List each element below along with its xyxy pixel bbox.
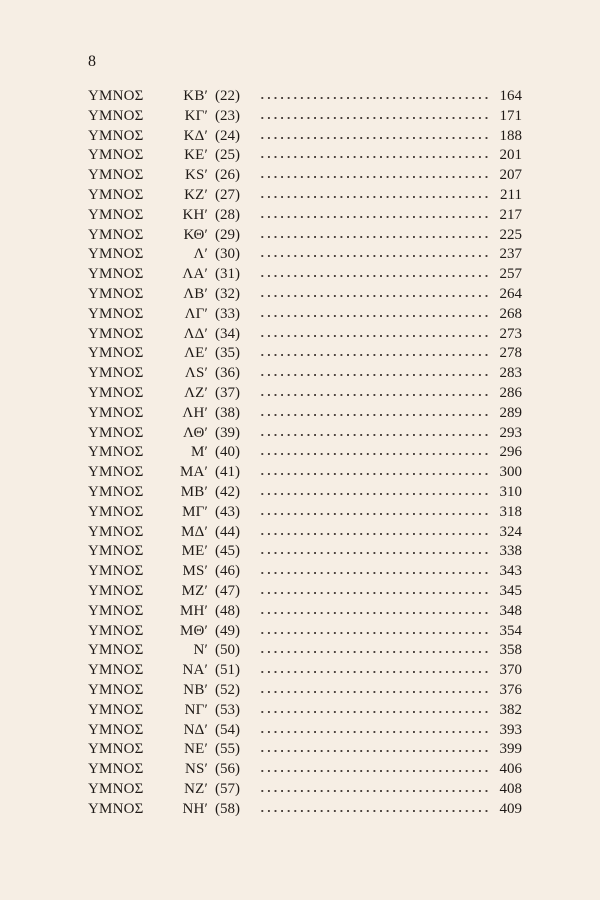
arabic-number: (36) [215,365,240,382]
greek-numeral: ΛΔ′ [183,325,208,342]
hymn-word: ΥΜΝΟΣ [88,404,144,421]
page-reference: 289 [499,404,522,421]
toc-row [88,245,522,265]
page-reference: 293 [499,424,522,441]
hymn-word: ΥΜΝΟΣ [88,464,144,481]
page-reference: 171 [499,107,522,124]
arabic-number: (52) [215,681,240,698]
arabic-number: (51) [215,662,240,679]
hymn-word: ΥΜΝΟΣ [88,483,144,500]
greek-numeral: ΛΑ′ [182,266,208,283]
hymn-word: ΥΜΝΟΣ [88,266,144,283]
toc-row [88,641,522,661]
arabic-number: (29) [215,226,240,243]
page-reference: 237 [499,246,522,263]
hymn-word: ΥΜΝΟΣ [88,325,144,342]
dot-leader [259,583,488,595]
hymn-word: ΥΜΝΟΣ [88,88,144,104]
toc-row [88,404,522,424]
greek-numeral: ΚΕ′ [184,147,208,164]
page-reference: 188 [499,127,522,144]
hymn-word: ΥΜΝΟΣ [88,246,144,263]
arabic-number: (56) [215,761,240,778]
toc-row [88,127,522,147]
arabic-number: (28) [215,206,240,223]
page-reference: 283 [499,365,522,382]
arabic-number: (33) [215,305,240,322]
dot-leader [259,682,488,694]
arabic-number: (40) [215,444,240,461]
arabic-number: (58) [215,800,240,817]
toc-row [88,780,522,800]
arabic-number: (45) [215,543,240,560]
hymn-word: ΥΜΝΟΣ [88,602,144,619]
hymn-word: ΥΜΝΟΣ [88,622,144,639]
page-reference: 164 [499,88,522,104]
toc-row [88,344,522,364]
dot-leader [259,108,488,120]
page-reference: 343 [499,563,522,580]
greek-numeral: ΛΖ′ [184,384,208,401]
hymn-word: ΥΜΝΟΣ [88,800,144,817]
toc-row [88,364,522,384]
toc-row [88,146,522,166]
dot-leader [259,444,488,456]
greek-numeral: ΜS′ [182,563,208,580]
greek-numeral: ΜΗ′ [179,602,208,619]
toc-row [88,305,522,325]
page-reference: 348 [499,602,522,619]
toc-row [88,760,522,780]
greek-numeral: ΝΗ′ [182,800,208,817]
dot-leader [259,266,488,278]
dot-leader [259,603,488,615]
dot-leader [259,405,488,417]
hymn-word: ΥΜΝΟΣ [88,741,144,758]
toc-row [88,740,522,760]
hymn-word: ΥΜΝΟΣ [88,285,144,302]
arabic-number: (38) [215,404,240,421]
toc-row [88,661,522,681]
greek-numeral: ΚΔ′ [183,127,208,144]
arabic-number: (47) [215,582,240,599]
dot-leader [259,128,488,140]
greek-numeral: ΝΔ′ [183,721,208,738]
toc-row [88,602,522,622]
arabic-number: (27) [215,186,240,203]
arabic-number: (54) [215,721,240,738]
greek-numeral: ΚS′ [184,167,208,184]
page-reference: 268 [499,305,522,322]
dot-leader [259,623,488,635]
greek-numeral: Ν′ [193,642,208,659]
arabic-number: (34) [215,325,240,342]
toc-row [88,265,522,285]
dot-leader [259,227,488,239]
arabic-number: (49) [215,622,240,639]
greek-numeral: ΜΕ′ [181,543,208,560]
greek-numeral: Λ′ [193,246,208,263]
toc-row [88,582,522,602]
dot-leader [259,147,488,159]
dot-leader [259,306,488,318]
dot-leader [259,167,488,179]
toc-row [88,384,522,404]
toc-row [88,681,522,701]
dot-leader [259,761,488,773]
greek-numeral: ΚΒ′ [183,88,208,104]
dot-leader [259,484,488,496]
toc-row [88,463,522,483]
table-of-contents [88,87,522,819]
hymn-word: ΥΜΝΟΣ [88,701,144,718]
page-reference: 370 [499,662,522,679]
arabic-number: (23) [215,107,240,124]
page-reference: 273 [499,325,522,342]
toc-row [88,226,522,246]
page-reference: 409 [499,800,522,817]
toc-row [88,503,522,523]
greek-numeral: ΝΖ′ [184,780,208,797]
dot-leader [259,741,488,753]
page-reference: 257 [499,266,522,283]
greek-numeral: ΛS′ [184,365,208,382]
page-reference: 399 [499,741,522,758]
greek-numeral: ΚΖ′ [184,186,208,203]
hymn-word: ΥΜΝΟΣ [88,167,144,184]
hymn-word: ΥΜΝΟΣ [88,721,144,738]
arabic-number: (48) [215,602,240,619]
greek-numeral: ΜΘ′ [179,622,208,639]
toc-row [88,562,522,582]
hymn-word: ΥΜΝΟΣ [88,503,144,520]
toc-row [88,206,522,226]
toc-row [88,701,522,721]
arabic-number: (44) [215,523,240,540]
hymn-word: ΥΜΝΟΣ [88,563,144,580]
hymn-word: ΥΜΝΟΣ [88,305,144,322]
dot-leader [259,563,488,575]
greek-numeral: ΜΔ′ [181,523,208,540]
dot-leader [259,781,488,793]
arabic-number: (42) [215,483,240,500]
toc-row [88,186,522,206]
page-reference: 310 [499,483,522,500]
dot-leader [259,385,488,397]
hymn-word: ΥΜΝΟΣ [88,147,144,164]
page-reference: 201 [499,147,522,164]
toc-row [88,166,522,186]
dot-leader [259,365,488,377]
arabic-number: (31) [215,266,240,283]
toc-row [88,542,522,562]
page-reference: 376 [499,681,522,698]
arabic-number: (22) [215,88,240,104]
arabic-number: (39) [215,424,240,441]
hymn-word: ΥΜΝΟΣ [88,226,144,243]
greek-numeral: Μ′ [190,444,208,461]
toc-row [88,443,522,463]
greek-numeral: ΚΗ′ [182,206,208,223]
toc-row [88,107,522,127]
page-reference: 318 [499,503,522,520]
page-reference: 300 [499,464,522,481]
toc-row [88,285,522,305]
hymn-word: ΥΜΝΟΣ [88,523,144,540]
hymn-word: ΥΜΝΟΣ [88,444,144,461]
dot-leader [259,425,488,437]
greek-numeral: ΜΖ′ [181,582,208,599]
page-reference: 278 [499,345,522,362]
greek-numeral: ΜΓ′ [182,503,208,520]
toc-row [88,483,522,503]
hymn-word: ΥΜΝΟΣ [88,582,144,599]
toc-row [88,424,522,444]
dot-leader [259,246,488,258]
greek-numeral: ΛΘ′ [183,424,208,441]
hymn-word: ΥΜΝΟΣ [88,384,144,401]
arabic-number: (37) [215,384,240,401]
hymn-word: ΥΜΝΟΣ [88,642,144,659]
dot-leader [259,702,488,714]
page-reference: 358 [499,642,522,659]
arabic-number: (32) [215,285,240,302]
toc-row [88,622,522,642]
dot-leader [259,662,488,674]
dot-leader [259,187,488,199]
dot-leader [259,543,488,555]
dot-leader [259,504,488,516]
page-reference: 345 [499,582,522,599]
hymn-word: ΥΜΝΟΣ [88,681,144,698]
arabic-number: (25) [215,147,240,164]
hymn-word: ΥΜΝΟΣ [88,206,144,223]
page-reference: 393 [499,721,522,738]
greek-numeral: ΛΒ′ [183,285,208,302]
hymn-word: ΥΜΝΟΣ [88,107,144,124]
page-reference: 225 [499,226,522,243]
dot-leader [259,801,488,813]
greek-numeral: ΝS′ [184,761,208,778]
greek-numeral: ΝΑ′ [182,662,208,679]
page-reference: 406 [499,761,522,778]
page-reference: 217 [499,206,522,223]
greek-numeral: ΝΓ′ [184,701,208,718]
page-reference: 324 [499,523,522,540]
page-reference: 264 [499,285,522,302]
dot-leader [259,524,488,536]
arabic-number: (57) [215,780,240,797]
toc-row [88,721,522,741]
dot-leader [259,326,488,338]
arabic-number: (55) [215,741,240,758]
greek-numeral: ΝΒ′ [183,681,208,698]
greek-numeral: ΝΕ′ [184,741,208,758]
greek-numeral: ΚΓ′ [184,107,208,124]
toc-row [88,87,522,107]
page-reference: 382 [499,701,522,718]
arabic-number: (35) [215,345,240,362]
hymn-word: ΥΜΝΟΣ [88,365,144,382]
page-reference: 338 [499,543,522,560]
page-reference: 354 [499,622,522,639]
hymn-word: ΥΜΝΟΣ [88,662,144,679]
page-reference: 211 [500,186,522,203]
hymn-word: ΥΜΝΟΣ [88,345,144,362]
page-reference: 296 [499,444,522,461]
page-reference: 207 [499,167,522,184]
arabic-number: (46) [215,563,240,580]
page-reference: 408 [499,780,522,797]
dot-leader [259,345,488,357]
arabic-number: (30) [215,246,240,263]
dot-leader [259,88,488,100]
hymn-word: ΥΜΝΟΣ [88,186,144,203]
arabic-number: (43) [215,503,240,520]
greek-numeral: ΚΘ′ [183,226,208,243]
hymn-word: ΥΜΝΟΣ [88,127,144,144]
arabic-number: (24) [215,127,240,144]
arabic-number: (53) [215,701,240,718]
arabic-number: (41) [215,464,240,481]
dot-leader [259,207,488,219]
greek-numeral: ΛΓ′ [184,305,208,322]
hymn-word: ΥΜΝΟΣ [88,761,144,778]
dot-leader [259,286,488,298]
toc-row [88,800,522,820]
arabic-number: (50) [215,642,240,659]
greek-numeral: ΜΑ′ [179,464,208,481]
dot-leader [259,464,488,476]
greek-numeral: ΛΕ′ [184,345,208,362]
arabic-number: (26) [215,167,240,184]
toc-row [88,523,522,543]
dot-leader [259,642,488,654]
toc-row [88,325,522,345]
greek-numeral: ΜΒ′ [180,483,208,500]
hymn-word: ΥΜΝΟΣ [88,780,144,797]
hymn-word: ΥΜΝΟΣ [88,543,144,560]
dot-leader [259,722,488,734]
page-number: 8 [88,53,96,70]
hymn-word: ΥΜΝΟΣ [88,424,144,441]
page-reference: 286 [499,384,522,401]
greek-numeral: ΛΗ′ [182,404,208,421]
